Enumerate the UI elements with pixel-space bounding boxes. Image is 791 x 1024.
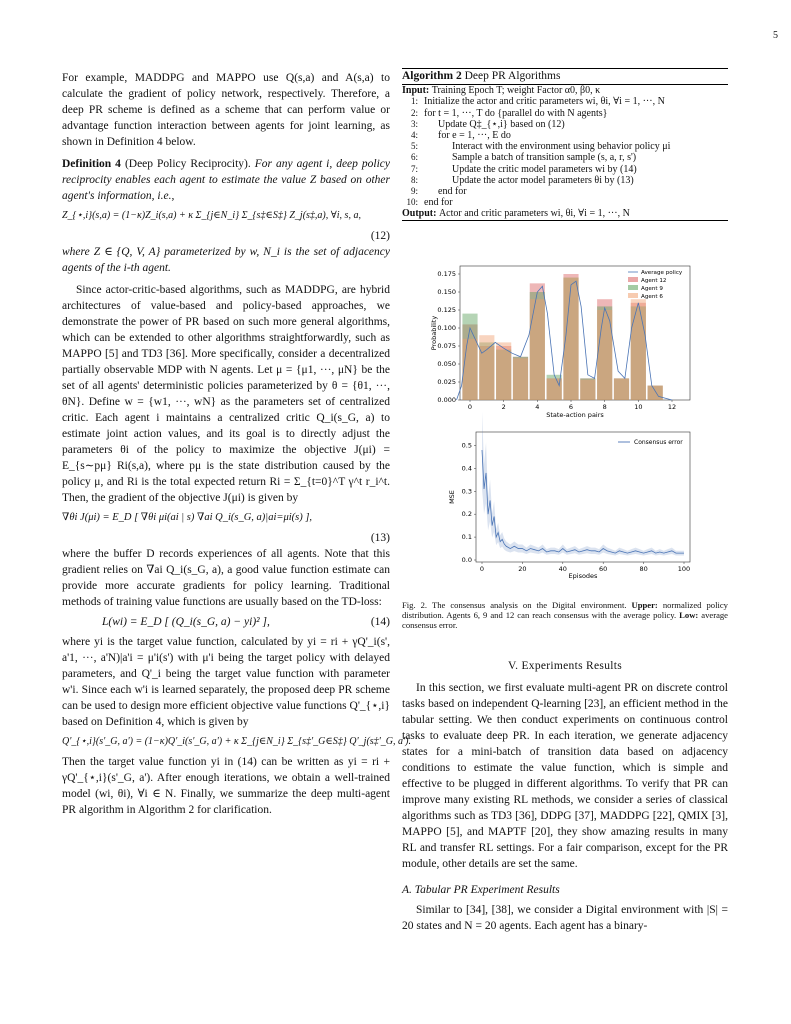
upper-y-tick-label: 0.075 xyxy=(437,342,456,350)
consensus-error-band xyxy=(482,412,684,556)
subsection-title: A. Tabular PR Experiment Results xyxy=(402,884,560,896)
algorithm-line-text: Initialize the actor and critic parameters wi, θi, ∀i = 1, ···, N xyxy=(424,96,665,108)
upper-y-axis-label: Probability xyxy=(430,315,438,351)
upper-x-tick-label: 4 xyxy=(535,403,540,411)
lower-y-tick-label: 0.1 xyxy=(461,533,472,542)
section-paragraph-1: In this section, we first evaluate multi-agent PR on discrete control tasks based on independent Q-learning [23], an efficient method in the tabular setting. We then conduct experiments on continuous control tasks to evaluate deep PR. In each iteration, we generate adjacency states for a mini-batch of transition data based on adjacency conditions to estimate the value function, which is simple and effective to be plugged in different algorithms. To verify that PR can improve many existing RL methods, we consider a series of classical algorithms such as TD3 [36], DDPG [37], MADDPG [22], QMIX [3], MAPPO [5], and MAPTF [20], they show amazing results in many RL and transfer RL settings. For a fair comparison, except for the PR module, other details are set the same. xyxy=(402,682,728,870)
algorithm-line-number: 3: xyxy=(410,118,418,129)
algorithm-line-text: end for xyxy=(438,186,467,198)
consensus-error-line xyxy=(482,450,684,553)
caption-low-text: average consensus error. xyxy=(402,610,728,630)
upper-y-tick-label: 0.100 xyxy=(437,324,456,332)
figure-2 xyxy=(400,262,730,592)
caption-low-label: Low: xyxy=(679,610,699,620)
section-title: V. Experiments Results xyxy=(507,660,623,672)
algorithm-line-number: 9: xyxy=(410,186,418,197)
equation-14 xyxy=(62,614,390,630)
lower-chart-frame xyxy=(476,432,690,562)
equation-14-number: (14) xyxy=(370,616,390,628)
algorithm-input xyxy=(402,85,728,96)
lower-x-tick-label: 80 xyxy=(639,565,648,573)
algorithm-line-text: Update Q‡_{⋆,i} based on (12) xyxy=(438,118,565,130)
equation-13 xyxy=(62,510,390,526)
upper-x-tick-label: 2 xyxy=(501,403,506,411)
algorithm-line-text: end for xyxy=(424,197,453,209)
algorithm-output xyxy=(402,208,728,220)
section-paragraph-2: Similar to [34], [38], we consider a Digital environment with |S| = 20 states and N = 20 agents. Each agent has a binary- xyxy=(402,904,728,932)
upper-y-tick-label: 0.050 xyxy=(437,360,456,368)
caption-upper-label: Upper: xyxy=(631,600,658,610)
equation-13-body: ∇θi J(μi) = E_D [ ∇θi μi(ai | s) ∇ai Q_i(s_G, a)|ai=μi(s) ], xyxy=(62,512,313,523)
lower-x-tick-label: 0 xyxy=(479,565,485,573)
lower-x-axis-label: Episodes xyxy=(568,572,598,580)
paragraph-target: where yi is the target value function, calculated by yi = ri + γQ'_i(s', a'1, ···, a'N)|a'i = μ'i(s') with μ'i being the target policy with delayed parameters, and Q'_i being the target value function with parameter w'i. Since each w'i is learned separately, the proposed deep PR scheme can be used to design more efficient objective value functions Q'_{⋆,i} based on Definition 4, which is given by xyxy=(62,636,390,728)
upper-x-tick-label: 0 xyxy=(467,403,473,411)
algorithm-line-text: Interact with the environment using behavior policy μi xyxy=(452,141,671,153)
caption-upper-text: normalized policy distribution. Agents 6, 9 and 12 can reach consensus with the average policy. xyxy=(402,600,728,620)
figure-caption xyxy=(402,600,728,630)
page-number: 5 xyxy=(773,30,778,41)
algorithm-input-label: Input: xyxy=(402,85,430,97)
algorithm-line-text: for e = 1, ···, E do xyxy=(438,130,511,142)
lower-x-tick-label: 60 xyxy=(599,565,608,573)
equation-12-body: Z_{⋆,i}(s,a) = (1−κ)Z_i(s,a) + κ Σ_{j∈N_i} Σ_{s‡∈S‡} Z_j(s‡,a), ∀i, s, a, xyxy=(62,210,361,221)
upper-y-tick-label: 0.175 xyxy=(437,270,456,278)
upper-x-tick-label: 6 xyxy=(568,403,574,411)
legend-label: Agent 9 xyxy=(641,286,663,292)
legend-swatch xyxy=(628,285,638,290)
algorithm-line xyxy=(402,197,728,208)
algorithm-title-label: Algorithm 2 xyxy=(402,70,462,82)
lower-y-tick-label: 0.2 xyxy=(461,510,472,519)
algorithm-line-number: 7: xyxy=(410,163,418,174)
algorithm-output-text: Actor and critic parameters wi, θi, ∀i = 1, ···, N xyxy=(438,208,630,220)
equation-12 xyxy=(62,208,390,224)
paragraph-final: Then the target value function yi in (14) can be written as yi = ri + γQ'_{⋆,i}(s'_G, a'). After enough iterations, we obtain a well-trained model (wi, θi), ∀i ∈ N. Finally, we summarize the deep multi-agent PR algorithm in Algorithm 2 for clarification. xyxy=(62,756,390,816)
algorithm-input-text: Training Epoch T; weight Factor α0, β0, κ xyxy=(431,85,601,97)
equation-12-number: (12) xyxy=(370,230,390,242)
paragraph-intro: For example, MADDPG and MAPPO use Q(s,a) and A(s,a) to calculate the gradient of policy network, respectively. Therefore, a deep PR scheme is defined as a scheme that can perform value or advantage function interaction between agents for joint learning, as shown in Definition 4 below. xyxy=(62,72,390,148)
algorithm-2 xyxy=(402,68,728,221)
algorithm-line-text: Sample a batch of transition sample (s, a, r, s') xyxy=(452,152,637,164)
algorithm-line-number: 10: xyxy=(406,197,418,208)
lower-y-tick-label: 0.5 xyxy=(461,441,472,450)
legend-label: Average policy xyxy=(641,270,683,276)
left-column xyxy=(62,70,411,818)
lower-x-tick-label: 100 xyxy=(677,565,691,573)
algorithm-line-text: Update the critic model parameters wi by (14) xyxy=(452,163,637,175)
algorithm-title: Deep PR Algorithms xyxy=(464,70,561,82)
algorithm-line xyxy=(402,141,728,152)
algorithm-line-number: 2: xyxy=(410,107,418,118)
lower-y-axis-label: MSE xyxy=(448,490,456,504)
equation-15 xyxy=(62,734,411,750)
algorithm-line-number: 8: xyxy=(410,174,418,185)
upper-bar xyxy=(614,378,629,400)
upper-y-tick-label: 0.025 xyxy=(437,378,456,386)
definition-label: Definition 4 xyxy=(62,158,121,170)
upper-bar xyxy=(513,358,528,400)
algorithm-output-label: Output: xyxy=(402,208,437,220)
algorithm-line xyxy=(402,96,728,107)
algorithm-line-number: 5: xyxy=(410,141,418,152)
caption-text: The consensus analysis on the Digital environment. xyxy=(431,600,627,610)
upper-x-tick-label: 10 xyxy=(634,403,643,411)
algorithm-line-text: for t = 1, ···, T do {parallel do with N agents} xyxy=(424,107,608,119)
equation-14-body: L(wi) = E_D [ (Q_i(s_G, a) − yi)² ], xyxy=(102,616,270,628)
upper-bar xyxy=(462,339,477,400)
right-column xyxy=(402,658,728,934)
paragraph-actor-critic: Since actor-critic-based algorithms, such as MADDPG, are hybrid architectures of value-based and policy-based approaches, we demonstrate the power of PR based on such more general algorithms, which can be extended to other algorithms straightforwardly, such as MAPPO [5] and TD3 [36]. More specifically, consider a decentralized partially observable MDP with N agents. Let μ = {μ1, ···, μN} be the set of all agents' deterministic policies parameterized by θ = {θ1, ···, θN}. Define w = {w1, ···, wN} as the parameters set of centralized critic. Each agent i maintains a centralized critic Q_i(s_G, a) to estimate joint action values, and its goal is to directly adjust the parameters θi of the policy to maximize the objective J(μi) = E_{s∼pμ} Ri(s,a), where pμ is the state distribution caused by the policy μ, and Ri is the total expected return Ri = Σ_{t=0}^T γ^t r_i^t. Then, the gradient of the objective J(μi) is given by xyxy=(62,284,390,504)
upper-bar xyxy=(631,299,646,400)
upper-x-tick-label: 12 xyxy=(667,403,677,411)
upper-y-tick-label: 0.000 xyxy=(437,396,456,404)
algorithm-line xyxy=(402,164,728,175)
algorithm-line-number: 6: xyxy=(410,152,418,163)
algorithm-line-number: 1: xyxy=(410,96,418,107)
upper-y-tick-label: 0.150 xyxy=(437,288,456,296)
caption-label: Fig. 2. xyxy=(402,600,428,610)
equation-15-body: Q'_{⋆,i}(s'_G, a') = (1−κ)Q'_i(s'_G, a') + κ Σ_{j∈N_i} Σ_{s‡'_G∈S‡} Q'_j(s‡'_G, a'). xyxy=(62,736,411,747)
algorithm-line xyxy=(402,152,728,163)
upper-bar xyxy=(530,299,545,400)
algorithm-line xyxy=(402,175,728,186)
upper-bar xyxy=(580,380,595,400)
definition-4 xyxy=(62,156,390,204)
definition-name: (Deep Policy Reciprocity). xyxy=(124,158,251,170)
definition-after: where Z ∈ {Q, V, A} parameterized by w, N_i is the set of adjacency agents of the i-th agent. xyxy=(62,246,390,274)
lower-y-tick-label: 0.4 xyxy=(461,464,472,473)
legend-label: Agent 6 xyxy=(641,294,663,300)
lower-y-tick-label: 0.3 xyxy=(461,487,472,496)
legend-swatch xyxy=(628,293,638,298)
lower-x-tick-label: 40 xyxy=(558,565,567,573)
upper-x-axis-label: State-action pairs xyxy=(546,411,604,419)
lower-legend-label: Consensus error xyxy=(634,439,683,446)
legend-label: Agent 12 xyxy=(641,278,667,284)
upper-bar xyxy=(648,386,663,400)
algorithm-line-number: 4: xyxy=(410,130,418,141)
lower-y-tick-label: 0.0 xyxy=(461,556,472,564)
equation-13-number: (13) xyxy=(370,532,390,544)
upper-y-tick-label: 0.125 xyxy=(437,306,456,314)
algorithm-line xyxy=(402,130,728,141)
lower-x-tick-label: 20 xyxy=(518,565,527,573)
algorithm-line xyxy=(402,119,728,130)
legend-swatch xyxy=(628,277,638,282)
algorithm-lines xyxy=(402,96,728,208)
algorithm-header xyxy=(402,68,728,85)
definition-text: For any agent i, deep policy reciprocity enables each agent to estimate the value Z based on other agent's information, i.e., xyxy=(62,158,391,202)
paragraph-buffer: where the buffer D records experiences of all agents. Note that this gradient relies on ∇ai Q_i(s_G, a), a good value function estimate can provide more accurate gradients for policy learning. Traditional methods of training value functions are usually based on the TD-loss: xyxy=(62,548,390,608)
algorithm-line-text: Update the actor model parameters θi by (13) xyxy=(452,174,634,186)
upper-x-tick-label: 8 xyxy=(602,403,607,411)
algorithm-line xyxy=(402,108,728,119)
algorithm-line xyxy=(402,186,728,197)
